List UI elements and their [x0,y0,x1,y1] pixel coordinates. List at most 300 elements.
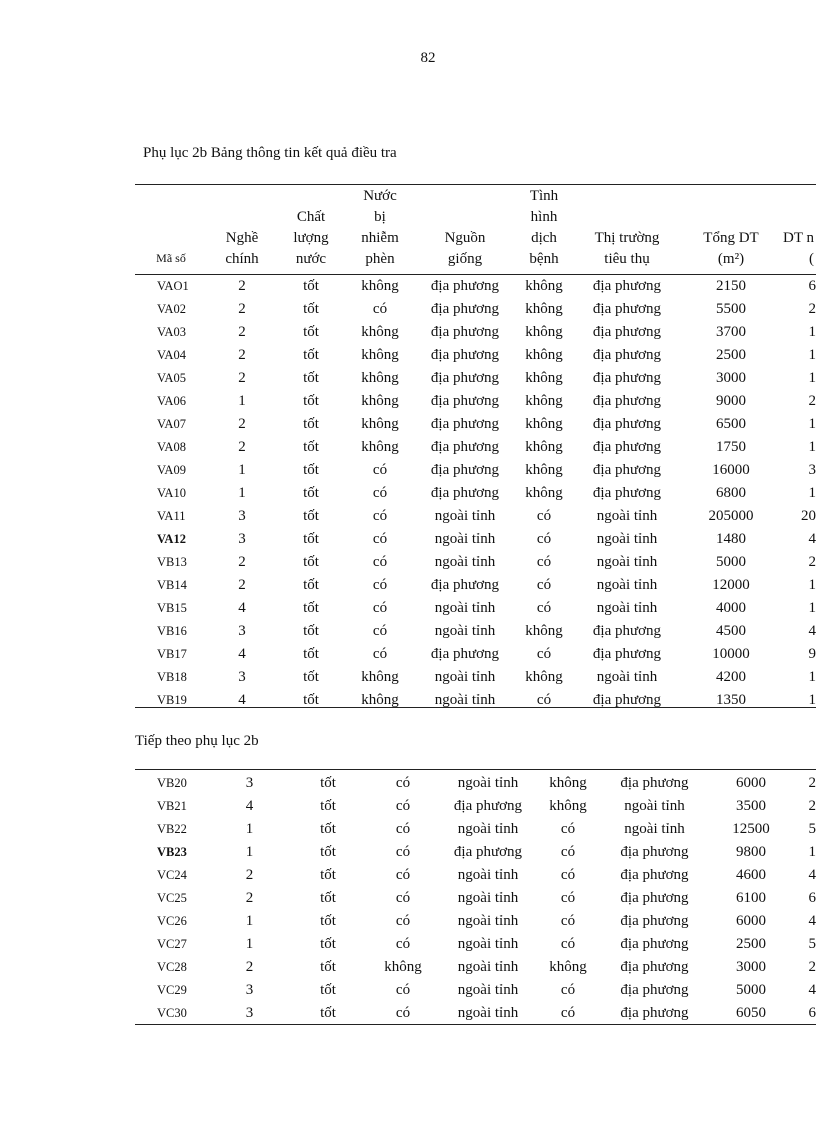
row-tong-dt: 1350 [716,692,746,708]
continuation-top-rule [135,769,816,770]
row-thi-truong: địa phương [592,646,662,662]
row-tong-dt: 5000 [736,982,766,998]
row-nhiem-phen: có [372,600,388,616]
row-dich-benh: không [549,798,587,814]
survey-table [135,186,816,712]
row-nguon-giong: ngoài tỉnh [434,554,496,570]
row-nghe-chinh: 3 [238,508,246,524]
row-chat-luong: tốt [303,416,319,432]
row-thi-truong: địa phương [620,936,689,952]
row-nguon-giong: ngoài tỉnh [457,913,519,929]
row-tong-dt: 1750 [716,439,746,455]
row-dich-benh: có [536,646,552,662]
row-code: VA11 [157,509,186,523]
table-row [135,933,816,956]
row-dt: 20 [801,508,816,524]
row-dich-benh: có [536,600,552,616]
row-code: VB22 [157,822,187,836]
row-code: VB14 [157,578,187,592]
row-nguon-giong: ngoài tỉnh [457,959,519,975]
row-chat-luong: tốt [320,890,336,906]
row-nhiem-phen: không [361,416,399,432]
table-row [135,689,816,712]
table-row [135,666,816,689]
row-thi-truong: ngoài tỉnh [596,600,658,616]
row-chat-luong: tốt [303,531,319,547]
row-nguon-giong: địa phương [430,416,500,432]
row-nguon-giong: địa phương [430,370,500,386]
row-nhiem-phen: có [395,982,411,998]
row-thi-truong: địa phương [592,462,662,478]
row-thi-truong: địa phương [620,959,689,975]
row-chat-luong: tốt [320,1005,336,1021]
row-chat-luong: tốt [303,646,319,662]
table-row [135,620,816,643]
row-tong-dt: 4500 [716,623,746,639]
row-code: VA04 [157,348,186,362]
row-code: VB23 [157,845,187,859]
row-dich-benh: không [549,775,587,791]
row-code: VC29 [157,983,187,997]
table-top-rule [135,184,816,185]
row-nguon-giong: địa phương [430,324,500,340]
row-code: VA05 [157,371,186,385]
row-dich-benh: không [525,416,563,432]
row-code: VA07 [157,417,186,431]
table-row [135,390,816,413]
row-thi-truong: địa phương [592,370,662,386]
table-row [135,413,816,436]
row-nguon-giong: địa phương [453,798,523,814]
row-nguon-giong: địa phương [430,485,500,501]
row-dich-benh: không [525,301,563,317]
row-tong-dt: 4600 [736,867,766,883]
row-code: VC27 [157,937,187,951]
row-nghe-chinh: 4 [245,798,254,814]
row-tong-dt: 5500 [716,301,746,317]
row-thi-truong: địa phương [592,301,662,317]
row-nhiem-phen: không [361,393,399,409]
row-nhiem-phen: không [361,324,399,340]
row-thi-truong: ngoài tỉnh [596,531,658,547]
row-nhiem-phen: có [395,936,411,952]
row-thi-truong: địa phương [592,278,662,294]
table-body [135,275,816,713]
row-nguon-giong: ngoài tỉnh [434,692,496,708]
table-row [135,344,816,367]
row-tong-dt: 3000 [716,370,746,386]
row-tong-dt: 3700 [716,324,746,340]
row-nhiem-phen: không [361,669,399,685]
row-tong-dt: 12000 [712,577,750,593]
row-nguon-giong: ngoài tỉnh [457,936,519,952]
row-nguon-giong: ngoài tỉnh [457,982,519,998]
table-bottom-rule [135,707,816,708]
row-chat-luong: tốt [303,439,319,455]
row-dt: 4 [808,913,816,929]
row-nghe-chinh: 3 [238,531,246,547]
table-row [135,505,816,528]
row-code: VB17 [157,647,187,661]
row-dich-benh: có [536,692,552,708]
table-row [135,367,816,390]
row-dt: 1 [808,669,816,685]
row-code: VA08 [157,440,186,454]
row-nguon-giong: địa phương [430,646,500,662]
row-tong-dt: 4000 [716,600,746,616]
row-tong-dt: 2500 [736,936,766,952]
row-dt: 6 [808,278,816,294]
table-row [135,979,816,1002]
row-code: VB19 [157,693,187,707]
row-dt: 2 [808,301,816,317]
row-nguon-giong: địa phương [430,301,500,317]
row-nghe-chinh: 3 [245,775,254,791]
row-tong-dt: 9800 [736,844,766,860]
row-nguon-giong: địa phương [430,439,500,455]
row-nghe-chinh: 4 [238,600,246,616]
row-dt: 3 [808,462,816,478]
row-chat-luong: tốt [320,913,336,929]
row-chat-luong: tốt [303,462,319,478]
row-dt: 1 [808,324,816,340]
row-dt: 2 [808,959,816,975]
row-dt: 5 [808,821,816,837]
header-nghe-chinh: Nghề chính [225,230,259,267]
row-chat-luong: tốt [303,485,319,501]
row-dich-benh: không [549,959,587,975]
row-nghe-chinh: 3 [245,982,254,998]
row-dich-benh: không [525,439,563,455]
row-chat-luong: tốt [303,554,319,570]
row-dich-benh: có [536,508,552,524]
row-nguon-giong: ngoài tỉnh [457,867,519,883]
row-dt: 1 [808,416,816,432]
header-chat-luong-nuoc: Chất lượng nước [293,209,329,267]
row-dich-benh: có [560,936,576,952]
row-nhiem-phen: có [372,508,388,524]
row-nguon-giong: ngoài tỉnh [457,890,519,906]
row-dich-benh: có [536,554,552,570]
row-dich-benh: không [525,462,563,478]
row-chat-luong: tốt [303,347,319,363]
row-chat-luong: tốt [320,959,336,975]
row-nguon-giong: ngoài tỉnh [434,508,496,524]
row-nhiem-phen: không [361,370,399,386]
table-row [135,275,816,299]
row-tong-dt: 5000 [716,554,746,570]
row-nhiem-phen: có [372,577,388,593]
row-dich-benh: có [560,867,576,883]
row-nhiem-phen: có [372,462,388,478]
row-code: VA06 [157,394,186,408]
header-dt-cut-off: DT n ( [783,230,814,267]
row-dich-benh: có [560,890,576,906]
row-nhiem-phen: không [384,959,422,975]
row-nghe-chinh: 1 [238,462,246,478]
row-nguon-giong: ngoài tỉnh [457,821,519,837]
row-tong-dt: 12500 [732,821,770,837]
row-thi-truong: địa phương [620,844,689,860]
table-row [135,910,816,933]
row-nghe-chinh: 1 [245,936,254,952]
row-thi-truong: địa phương [592,393,662,409]
row-nghe-chinh: 2 [238,278,246,294]
table-row [135,956,816,979]
row-nghe-chinh: 4 [238,692,246,708]
row-nghe-chinh: 1 [245,844,254,860]
table-row [135,795,816,818]
row-code: VB13 [157,555,187,569]
row-nguon-giong: ngoài tỉnh [434,623,496,639]
row-chat-luong: tốt [320,775,336,791]
row-dt: 4 [808,623,816,639]
continuation-table [135,772,816,1025]
row-code: VAO1 [157,279,189,293]
row-thi-truong: địa phương [592,416,662,432]
row-thi-truong: địa phương [592,485,662,501]
row-thi-truong: địa phương [592,692,662,708]
row-nghe-chinh: 2 [245,959,254,975]
table-row [135,551,816,574]
row-nghe-chinh: 2 [245,890,254,906]
header-ma-so: Mã số [156,251,186,265]
row-dich-benh: có [536,577,552,593]
table-caption: Phụ lục 2b Bảng thông tin kết quả điều tra [143,145,397,161]
row-chat-luong: tốt [320,982,336,998]
row-nhiem-phen: có [372,623,388,639]
row-nhiem-phen: có [372,485,388,501]
row-nguon-giong: ngoài tỉnh [434,531,496,547]
header-nuoc-nhiem-phen: Nước bị nhiễm phèn [361,188,399,267]
row-tong-dt: 10000 [712,646,750,662]
row-dich-benh: có [560,821,576,837]
row-tong-dt: 6000 [736,913,766,929]
continuation-bottom-rule [135,1024,816,1025]
row-nghe-chinh: 1 [238,485,246,501]
row-chat-luong: tốt [303,393,319,409]
row-code: VB20 [157,776,187,790]
table-row [135,436,816,459]
row-nghe-chinh: 3 [238,669,246,685]
table-row [135,643,816,666]
table-row [135,772,816,795]
row-dt: 9 [808,646,816,662]
row-nhiem-phen: không [361,439,399,455]
header-thi-truong-tieu-thu: Thị trường tiêu thụ [594,230,660,267]
row-dich-benh: không [525,623,563,639]
row-chat-luong: tốt [320,844,336,860]
row-nhiem-phen: có [395,867,411,883]
row-dich-benh: không [525,278,563,294]
row-nghe-chinh: 1 [245,821,254,837]
row-code: VB21 [157,799,187,813]
row-nghe-chinh: 2 [238,347,246,363]
row-dich-benh: không [525,485,563,501]
row-nhiem-phen: có [372,301,388,317]
table-row [135,298,816,321]
row-nhiem-phen: không [361,278,399,294]
row-code: VB15 [157,601,187,615]
row-dt: 6 [808,890,816,906]
row-thi-truong: địa phương [592,439,662,455]
row-dt: 2 [808,554,816,570]
row-nghe-chinh: 2 [238,577,246,593]
row-thi-truong: địa phương [620,775,689,791]
row-nghe-chinh: 4 [238,646,246,662]
row-dt: 4 [808,982,816,998]
row-dich-benh: không [525,370,563,386]
table-row [135,864,816,887]
row-code: VA03 [157,325,186,339]
row-nhiem-phen: có [372,531,388,547]
table-row [135,459,816,482]
row-tong-dt: 9000 [716,393,746,409]
row-tong-dt: 6100 [736,890,766,906]
row-tong-dt: 4200 [716,669,746,685]
table-row [135,1002,816,1025]
row-tong-dt: 2150 [716,278,746,294]
row-tong-dt: 6800 [716,485,746,501]
row-nghe-chinh: 2 [238,324,246,340]
row-dt: 1 [808,347,816,363]
continuation-table-body [135,772,816,1025]
row-thi-truong: địa phương [592,347,662,363]
row-nghe-chinh: 2 [238,370,246,386]
row-chat-luong: tốt [303,508,319,524]
row-nguon-giong: ngoài tỉnh [434,600,496,616]
row-dich-benh: không [525,324,563,340]
table-row [135,321,816,344]
row-code: VA12 [157,532,186,546]
row-thi-truong: địa phương [592,623,662,639]
row-tong-dt: 205000 [708,508,754,524]
row-dt: 1 [808,370,816,386]
row-nguon-giong: địa phương [430,347,500,363]
row-code: VB18 [157,670,187,684]
row-chat-luong: tốt [303,301,319,317]
row-nghe-chinh: 2 [245,867,254,883]
row-tong-dt: 6000 [736,775,766,791]
table-row [135,574,816,597]
row-dt: 5 [808,936,816,952]
row-thi-truong: ngoài tỉnh [624,821,685,837]
header-tong-dt: Tổng DT (m²) [703,230,759,267]
row-dt: 1 [808,692,816,708]
row-dt: 4 [808,867,816,883]
table-row [135,482,816,505]
row-chat-luong: tốt [303,692,319,708]
row-thi-truong: địa phương [620,982,689,998]
row-dt: 2 [808,393,816,409]
row-dich-benh: không [525,347,563,363]
table-row [135,597,816,620]
row-code: VC28 [157,960,187,974]
row-chat-luong: tốt [320,798,336,814]
row-nhiem-phen: có [372,646,388,662]
row-nhiem-phen: có [395,913,411,929]
row-dt: 1 [808,485,816,501]
row-nguon-giong: địa phương [430,577,500,593]
row-tong-dt: 6500 [716,416,746,432]
row-thi-truong: ngoài tỉnh [596,669,658,685]
row-code: VC26 [157,914,187,928]
row-nghe-chinh: 2 [238,439,246,455]
row-thi-truong: địa phương [620,890,689,906]
row-dt: 1 [808,577,816,593]
row-tong-dt: 2500 [716,347,746,363]
row-chat-luong: tốt [303,600,319,616]
row-dich-benh: có [560,844,576,860]
row-nghe-chinh: 2 [238,301,246,317]
row-tong-dt: 3000 [736,959,766,975]
row-nghe-chinh: 3 [238,623,246,639]
row-thi-truong: địa phương [620,1005,689,1021]
row-chat-luong: tốt [303,577,319,593]
row-thi-truong: địa phương [620,867,689,883]
row-thi-truong: ngoài tỉnh [596,554,658,570]
row-nhiem-phen: không [361,692,399,708]
table-row [135,841,816,864]
row-dt: 1 [808,844,816,860]
row-tong-dt: 3500 [736,798,766,814]
row-dt: 6 [808,1005,816,1021]
table-row [135,818,816,841]
row-nhiem-phen: có [395,821,411,837]
table-header-row [135,186,816,270]
row-code: VB16 [157,624,187,638]
row-dich-benh: không [525,669,563,685]
row-code: VA02 [157,302,186,316]
header-tinh-hinh-dich-benh: Tình hình dịch bệnh [529,188,559,267]
row-thi-truong: ngoài tỉnh [624,798,685,814]
row-code: VC24 [157,868,187,882]
row-dich-benh: có [560,913,576,929]
row-dt: 2 [808,775,816,791]
continuation-caption: Tiếp theo phụ lục 2b [135,733,259,749]
row-tong-dt: 1480 [716,531,746,547]
table-row [135,528,816,551]
row-nguon-giong: địa phương [430,278,500,294]
row-nguon-giong: ngoài tỉnh [434,669,496,685]
row-nguon-giong: ngoài tỉnh [457,1005,519,1021]
row-chat-luong: tốt [303,623,319,639]
row-chat-luong: tốt [303,370,319,386]
row-nhiem-phen: có [395,890,411,906]
row-dich-benh: không [525,393,563,409]
row-tong-dt: 6050 [736,1005,766,1021]
row-nghe-chinh: 3 [245,1005,254,1021]
row-nghe-chinh: 1 [238,393,246,409]
row-nhiem-phen: có [395,844,411,860]
row-nhiem-phen: không [361,347,399,363]
row-nhiem-phen: có [395,1005,411,1021]
row-nhiem-phen: có [395,775,411,791]
page-number: 82 [420,50,436,66]
row-thi-truong: địa phương [592,324,662,340]
row-nguon-giong: địa phương [453,844,523,860]
row-nghe-chinh: 2 [238,554,246,570]
row-code: VC25 [157,891,187,905]
row-thi-truong: địa phương [620,913,689,929]
row-tong-dt: 16000 [712,462,750,478]
row-dt: 1 [808,439,816,455]
row-code: VA09 [157,463,186,477]
row-code: VA10 [157,486,186,500]
header-nguon-giong: Nguồn giống [444,230,486,267]
row-nguon-giong: ngoài tỉnh [457,775,519,791]
row-dt: 4 [808,531,816,547]
